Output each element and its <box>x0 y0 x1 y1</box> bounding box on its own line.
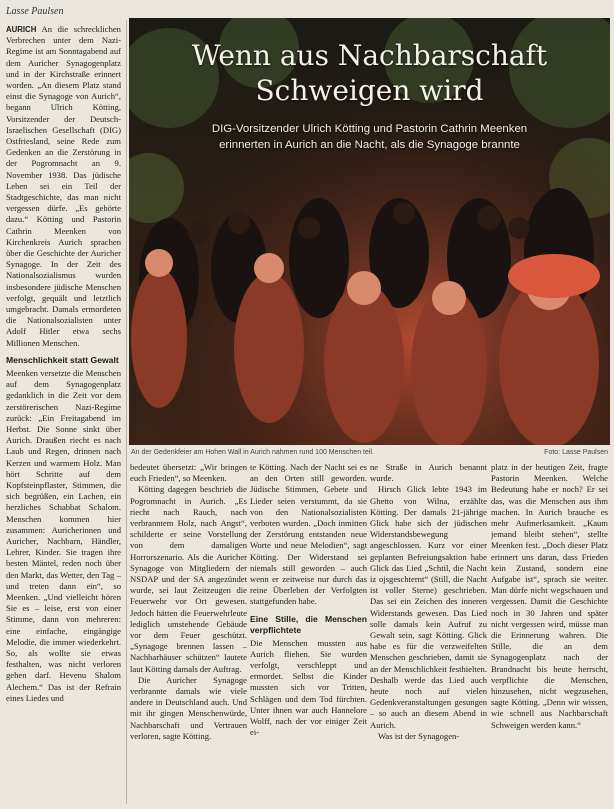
paragraph: Was ist der Synagogen- <box>378 730 460 741</box>
headline-line-1: Wenn aus Nachbarschaft <box>191 39 548 72</box>
intro-text: An die schrecklichen Verbrechen unter dem Nazi-Regime ist am Sonntagabend auf dem Auricher Synagogenplatz und in der Kirchstraße erinnert worden. „An diesem Platz stand einst die Synagoge von Aurich“, begann Ulrich Kötting, Vorsitzender der Deutsch-Israelischen Gesellschaft (DIG) Ostfriesland, seine Rede zum Gedenken an die Zerstörung in der Pogromnacht an 9. November 1938. Das jüdische Leben sei ein Teil der Stadtgeschichte, das man nicht vergessen dürfe. „Es gehörte dazu.“ Kötting und Pastorin Cathrin Meenken von Kirchenkreis Aurich sprachen über die Geschichte der Auricher Synagoge. In der Zeit des Nationalsozialismus wurden insbesondere jüdische Menschen verfolgt, gequält und letztlich umgebracht. Damals ermordeten die Nationalsozialisten unter Adolf Hitler etwa sechs Millionen Menschen. <box>6 24 121 348</box>
paragraph: Die Menschen mussten aus Aurich fliehen. Sie wurden verfolgt, verschleppt und ermordet. Selbst die Kinder mussten sich vor Tritten, Schlägen und dem Tod fürchten. Unter ihnen war auch Hannelore Wolff, nach der vor einiger Zeit ei- <box>250 637 367 738</box>
paragraph: te Kötting. Nach der Nacht sei es an den Orten still geworden. Jüdische Stimmen, Gebete und Lieder seien verstummt, da sie von den Nationalsozialisten verboten wurden. „Doch inmitten der Zerstörung entstanden neue Worte und neue Melodien“, sagt Kötting. Der Widerstand sei niemals still geworden – auch wenn er zeitweise nur durch das reine Überleben der Verfolgten stattgefunden habe. <box>250 462 367 607</box>
subheadline-line-1: DIG-Vorsitzender Ulrich Kötting und Pastorin Cathrin Meenken <box>211 123 528 135</box>
article-column-5 <box>491 462 608 804</box>
headline-line-2: Schweigen wird <box>255 74 484 107</box>
photo-caption: An der Gedenkfeier am Hohen Wall in Aurich nahmen rund 100 Menschen teil. <box>131 449 374 456</box>
paragraph: Meenken versetzte die Menschen auf dem Synagogenplatz gedanklich in die Zeit vor dem zerstörerischen Nazi-Regime zurück: „Ein Freitagabend im Herbst. Die Sonne sinkt über Aurich. Draußen riecht es nach Laub und Regen, drinnen nach Kerzen und warmem Holz. Man hört Schritte auf dem Kopfsteinpflaster, Stimmen, die sich begrüßen, ein Lachen, ein herzliches Schabbat Schalom. Menschen kommen hier zusammen: Auricherinnen und Auricher, Nachbarn, Händler, Lehrer, Kinder. Sie tragen ihre besten Mäntel, reden noch über den Markt, das Wetter, den Tag – und treten dann ein“, so Meenken. „Und vielleicht hören Sie es – leise, erst von einer Stimme, dann von mehreren: eine einfache, eingängige Melodie, die immer wiederkehrt. So, als wollte sie etwas festhalten, was nicht verloren gehen darf. Hevenu Shalom Alechem.“ Das ist der Refrain eines Liedes und <box>6 367 121 703</box>
author-byline: Lasse Paulsen <box>6 6 64 17</box>
paragraph: Kötting dagegen beschrieb die Pogromnacht in Aurich. „Es riecht nach Rauch, nach verbranntem Holz, nach Angst“, schilderte er seine Vorstellung von dem damaligen Horrorszenario. Als die Auricher Synagoge von Mitgliedern der NSDAP und der SA angezündet wurde, sei laut Zeitzeugen die Feuerwehr vor Ort gewesen. Jedoch hätten die Feuerwehrleute lediglich umstehende Gebäude vor dem Feuer geschützt. „Synagoge brennen lassen – Nachbarhäuser schützen“ lautete laut Kötting damals der Auftrag. <box>130 484 247 674</box>
article-column-3 <box>250 462 367 804</box>
paragraph: Hirsch Glick lebte 1943 im Ghetto von Wilna, erzählte Kötting. Der damals 21-jährige Glick habe sich der jüdischen Widerstandsbewegung angeschlossen. Kurz vor einer geplanten Befreiungsaktion habe Glick das Lied „Schtil, die Nacht iz ojsgeschternt“ (Still, die Nacht ist voller Sterne) geschrieben. Das sei ein Zeichen des inneren Widerstands gewesen. Das Lied solle damals kein Aufruf zu Gewalt sein, sagt Kötting. Glick habe es für die verzweifelten Menschen geschrieben, damit sie an der Menschlichkeit festhielten. Deshalb werde das Lied auch heute noch auf vielen Gedenkveranstaltungen gesungen – so auch an diesem Abend in Aurich. <box>370 484 487 730</box>
dateline: AURICH <box>6 25 37 34</box>
article-column-1 <box>6 24 121 804</box>
subheading-stille: Eine Stille, die Menschen verpflichtete <box>250 613 367 635</box>
photo-credit: Foto: Lasse Paulsen <box>544 449 608 456</box>
column-divider <box>126 20 127 804</box>
article-column-4 <box>370 462 487 804</box>
paragraph: Die Auricher Synagoge verbrannte damals wie viele andere in Deutschland auch. Und mit ihr gingen Menschenwürde, Nachbarschaft und Vertrauen verloren, sagte Kötting. <box>130 674 247 741</box>
headline <box>129 38 610 108</box>
paragraph: bedeutet übersetzt: „Wir bringen euch Frieden“, so Meenken. <box>130 462 247 484</box>
paragraph: platz in der heutigen Zeit, fragte Pastorin Meenken. Welche Bedeutung habe er noch? Er sei das, was die Menschen aus ihm machen. In Aurich brauche es mehr Aufmerksamkeit. „Kaum jemand bleibt stehen“, stellte Meenken fest. „Doch dieser Platz erinnert uns daran, dass Frieden kein Zustand, sondern eine Aufgabe ist“, sprach sie weiter. Man dürfe nicht wegschauen und vergessen. Damit die Geschichte noch in 30 Jahren und später nicht vergessen wird, müsse man die Erinnerung wahren. Die Stille, die an dem Synagogenplatz nach der Brandnacht bis heute herrscht, verpflichte die Menschen, hinzusehen, nicht wegzusehen, sagte Kötting. „Denn wir wissen, wie schnell aus Nachbarschaft Schweigen werden kann.“ <box>491 462 608 730</box>
subheading-menschlichkeit: Menschlichkeit statt Gewalt <box>6 354 119 365</box>
intro-paragraph <box>6 24 121 349</box>
photo-caption-row <box>129 447 610 459</box>
paragraph: ne Straße in Aurich benannt wurde. <box>370 462 487 484</box>
article-photo <box>129 18 610 445</box>
article-column-2 <box>130 462 247 804</box>
subheadline-line-2: erinnerten in Aurich an die Nacht, als die Synagoge brannte <box>219 139 520 151</box>
subheadline <box>159 121 580 153</box>
